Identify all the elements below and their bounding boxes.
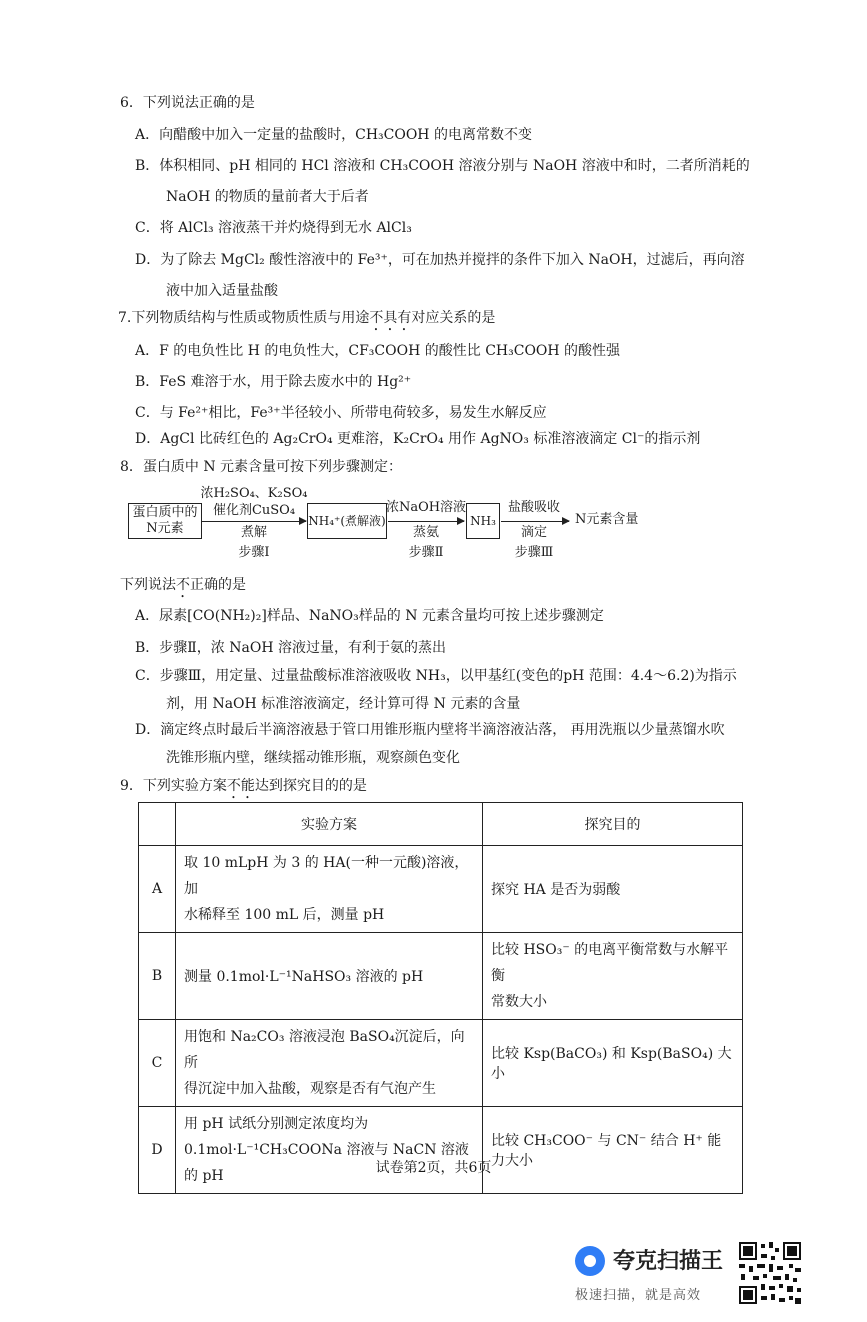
plan-cell: 测量 0.1mol·L⁻¹NaHSO₃ 溶液的 pH	[176, 933, 483, 1020]
q8-option-d-line1: D．滴定终点时最后半滴溶液悬于管口用锥形瓶内壁将半滴溶液沾落， 再用洗瓶以少量蒸馏水吹	[135, 722, 725, 738]
qr-code-icon	[737, 1240, 803, 1306]
flow-box-ammonia: NH₃	[466, 503, 500, 539]
flow-step3-reagent: 盐酸吸收	[507, 500, 560, 515]
q7-option-b: B．FeS 难溶于水，用于除去废水中的 Hg²⁺	[135, 374, 412, 390]
flow-step3-condition: 滴定	[520, 525, 547, 540]
question-8-stem: 8．蛋白质中 N 元素含量可按下列步骤测定：	[120, 459, 403, 475]
header-goal: 探究目的	[483, 803, 743, 846]
q8-option-c-line1: C．步骤Ⅲ，用定量、过量盐酸标准溶液吸收 NH₃，以甲基红(变色的pH 范围：4.4～6.2)为指示	[135, 668, 737, 684]
goal-cell: 比较 CH₃COO⁻ 与 CN⁻ 结合 H⁺ 能力大小	[483, 1107, 743, 1194]
header-plan: 实验方案	[176, 803, 483, 846]
plan-cell: 取 10 mLpH 为 3 的 HA(一种一元酸)溶液，加 水稀释至 100 mL 后，测量 pH	[176, 846, 483, 933]
flow-box-ammonium: NH₄⁺(煮解液)	[307, 503, 387, 539]
emphasis-not: 不具有	[369, 310, 412, 326]
page-footer: 试卷第2页，共6页	[375, 1160, 492, 1176]
flow-step1-reagents: 浓H₂SO₄、K₂SO₄	[200, 486, 308, 501]
q8-option-c-line2: 剂，用 NaOH 标准溶液滴定，经计算可得 N 元素的含量	[166, 696, 521, 712]
flow-step1-condition: 煮解	[240, 525, 267, 540]
goal-cell: 比较 HSO₃⁻ 的电离平衡常数与水解平衡 常数大小	[483, 933, 743, 1020]
brand-slogan: 极速扫描，就是高效	[575, 1288, 702, 1303]
flow-step1-label: 步骤Ⅰ	[238, 545, 270, 560]
q6-option-d-line2: 液中加入适量盐酸	[166, 283, 278, 299]
q8-option-b: B．步骤Ⅱ，浓 NaOH 溶液过量，有利于氨的蒸出	[135, 640, 446, 656]
q6-option-d-line1: D．为了除去 MgCl₂ 酸性溶液中的 Fe³⁺，可在加热并搅拌的条件下加入 NaOH，过滤后，再向溶	[135, 252, 745, 268]
table-row	[139, 846, 743, 933]
header-label	[139, 803, 176, 846]
row-label: A	[139, 846, 176, 933]
row-label: C	[139, 1020, 176, 1107]
flow-step2-label: 步骤Ⅱ	[408, 545, 444, 560]
flow-step2-reagent: 浓NaOH溶液	[385, 500, 467, 515]
row-label: B	[139, 933, 176, 1020]
flow-box-protein: 蛋白质中的 N元素	[128, 503, 202, 539]
flow-step3-label: 步骤Ⅲ	[514, 545, 554, 560]
table-row	[139, 1020, 743, 1107]
brand-name: 夸克扫描王	[613, 1249, 724, 1274]
flow-result: N元素含量	[575, 512, 639, 527]
q6-option-b-line2: NaOH 的物质的量前者大于后者	[166, 189, 369, 205]
plan-cell: 用 pH 试纸分别测定浓度均为 0.1mol·L⁻¹CH₃COONa 溶液与 NaCN 溶液的 pH	[176, 1107, 483, 1194]
q8-option-a: A．尿素[CO(NH₂)₂]样品、NaNO₃样品的 N 元素含量均可按上述步骤测定	[135, 608, 604, 624]
q6-option-c: C．将 AlCl₃ 溶液蒸干并灼烧得到无水 AlCl₃	[135, 220, 412, 236]
q6-option-b-line1: B．体积相同、pH 相同的 HCl 溶液和 CH₃COOH 溶液分别与 NaOH 溶液中和时，二者所消耗的	[135, 158, 750, 174]
goal-cell: 探究 HA 是否为弱酸	[483, 846, 743, 933]
flow-arrow-2	[388, 521, 464, 522]
q8-option-d-line2: 洗锥形瓶内壁，继续摇动锥形瓶，观察颜色变化	[166, 750, 460, 766]
scanner-watermark	[575, 1240, 725, 1310]
plan-cell: 用饱和 Na₂CO₃ 溶液浸泡 BaSO₄沉淀后，向所 得沉淀中加入盐酸，观察是否有气泡产生	[176, 1020, 483, 1107]
flow-arrow-3	[501, 521, 569, 522]
q8-sub-stem: 下列说法不正确的是	[120, 577, 246, 593]
question-7-stem: 7.下列物质结构与性质或物质性质与用途不具有对应关系的是	[118, 310, 496, 326]
emphasis-cannot: 不能	[226, 778, 255, 794]
goal-cell: 比较 Ksp(BaCO₃) 和 Ksp(BaSO₄) 大小	[483, 1020, 743, 1107]
experiment-table	[138, 802, 743, 1194]
table-row	[139, 1107, 743, 1194]
quark-logo-icon	[575, 1246, 605, 1276]
q6-option-a: A．向醋酸中加入一定量的盐酸时，CH₃COOH 的电离常数不变	[135, 127, 532, 143]
emphasis-not: 不	[176, 577, 190, 593]
question-9-stem: 9．下列实验方案不能达到探究目的的是	[120, 778, 367, 794]
flow-step1-catalyst: 催化剂CuSO₄	[212, 503, 296, 518]
table-row	[139, 933, 743, 1020]
q7-option-c: C．与 Fe²⁺相比，Fe³⁺半径较小、所带电荷较多，易发生水解反应	[135, 405, 547, 421]
question-6-stem: 6．下列说法正确的是	[120, 95, 255, 111]
q7-option-d: D．AgCl 比砖红色的 Ag₂CrO₄ 更难溶，K₂CrO₄ 用作 AgNO₃ 标准溶液滴定 Cl⁻的指示剂	[135, 431, 701, 447]
table-header-row	[139, 803, 743, 846]
q7-option-a: A．F 的电负性比 H 的电负性大，CF₃COOH 的酸性比 CH₃COOH 的酸性强	[135, 343, 621, 359]
flow-arrow-1	[202, 521, 306, 522]
row-label: D	[139, 1107, 176, 1194]
flow-step2-condition: 蒸氨	[412, 525, 439, 540]
